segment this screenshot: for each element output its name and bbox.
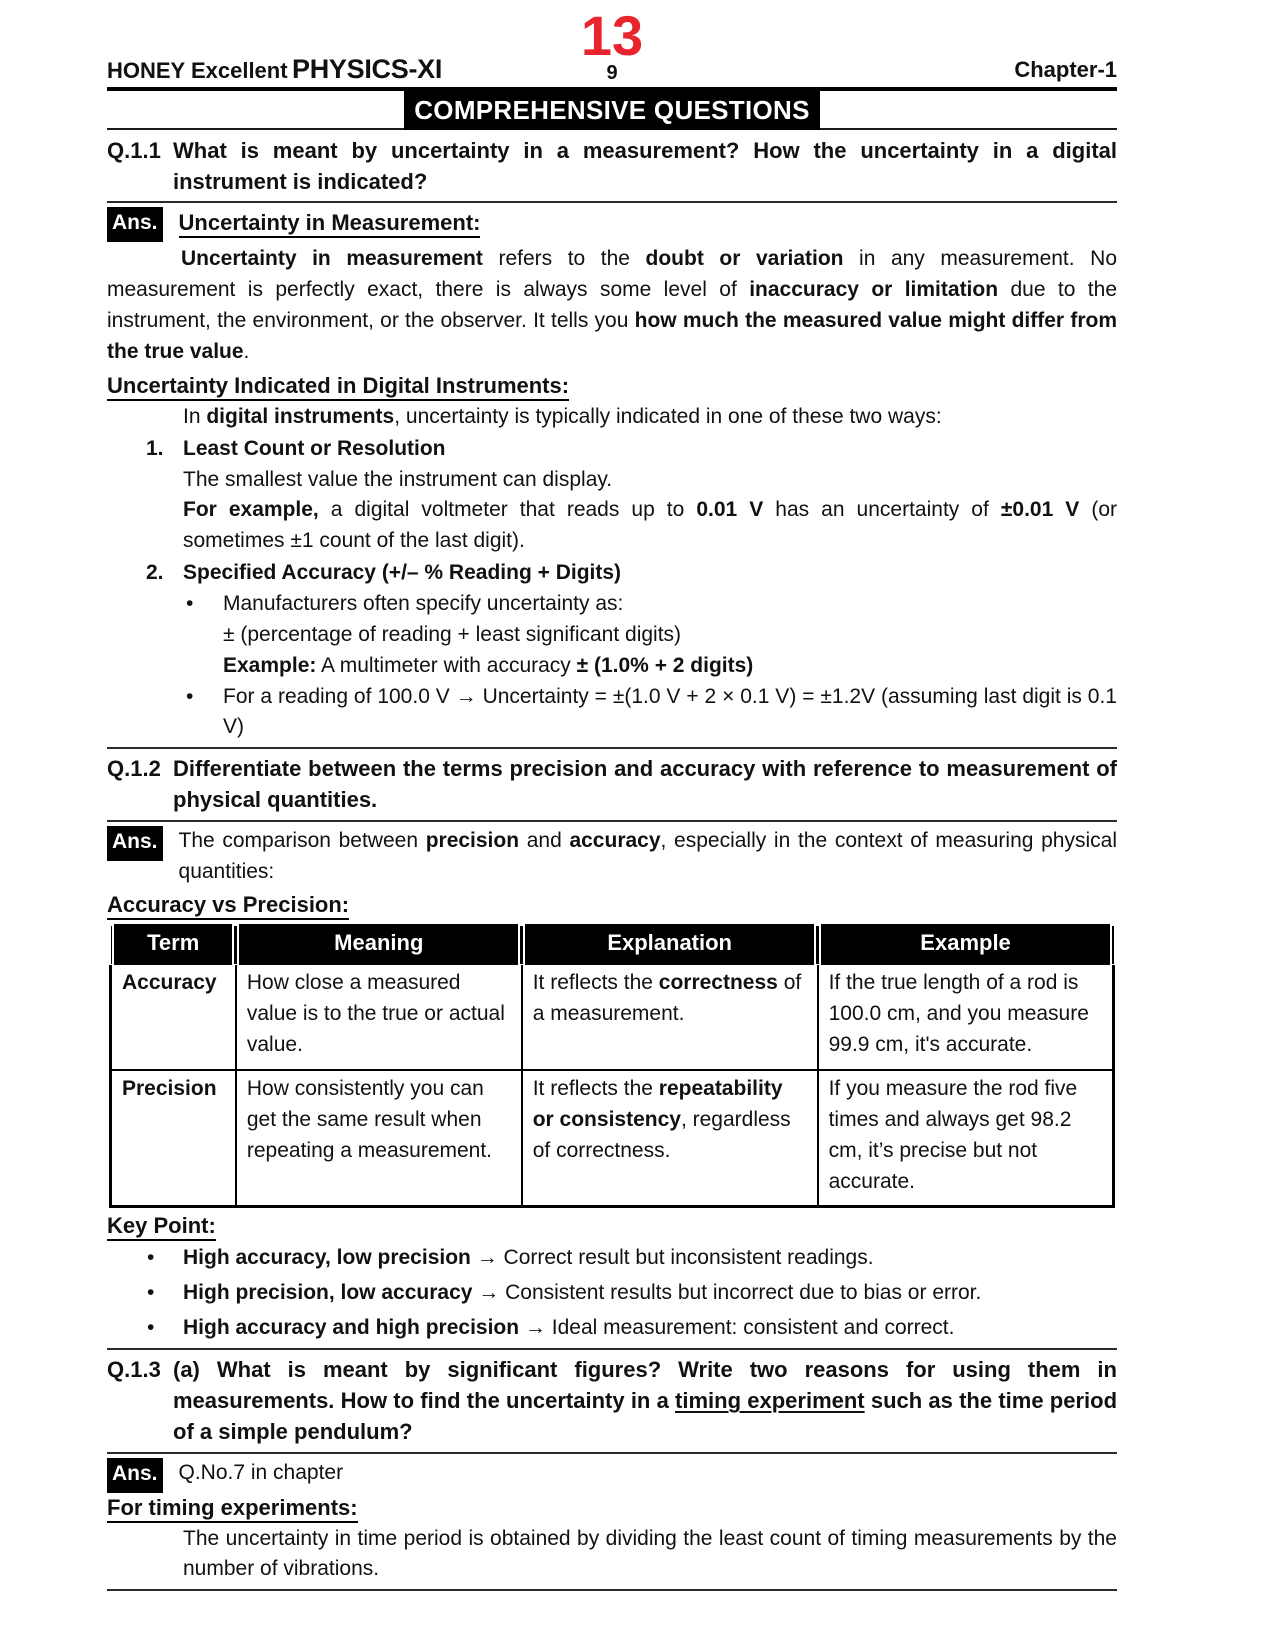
- question-text: Differentiate between the terms precision and accuracy with reference to measurement of physical quantities.: [173, 756, 1117, 813]
- bullet-line: Manufacturers often specify uncertainty as:: [223, 591, 624, 615]
- separator-line: [107, 201, 1117, 203]
- banner-row: [107, 91, 1117, 131]
- question-label: Q.1.3: [107, 1357, 161, 1383]
- bullet-text: High accuracy, low precision → Correct result but inconsistent readings.: [183, 1246, 874, 1270]
- cell-meaning: How close a measured value is to the true or actual value.: [236, 964, 522, 1070]
- table-row: [111, 964, 1114, 1070]
- column-header-explanation: Explanation: [522, 926, 818, 964]
- answer-1-3-row: [107, 1458, 1117, 1493]
- bullet-line: Example: A multimeter with accuracy ± (1.0% + 2 digits): [223, 653, 754, 677]
- bullet-icon: [147, 1243, 183, 1274]
- question-label: Q.1.1: [107, 138, 161, 164]
- separator-line: [107, 1452, 1117, 1454]
- separator-line: [107, 1348, 1117, 1350]
- bullet-item: [183, 589, 1117, 682]
- paragraph-uncertainty: Uncertainty in measurement refers to the doubt or variation in any measurement. No measurement is perfectly exact, there is always some level of inaccuracy or limitation due to the instrument, the environment, or the observer. It tells you how much the measured value might differ from the true value.: [107, 247, 1117, 363]
- answer-1-1-heading-row: [107, 207, 1117, 242]
- bullet-text: [223, 589, 1117, 682]
- question-1-3: [107, 1354, 1117, 1448]
- cell-explanation: It reflects the repeatability or consistency, regardless of correctness.: [522, 1070, 818, 1207]
- cell-example: If the true length of a rod is 100.0 cm, and you measure 99.9 cm, it's accurate.: [818, 964, 1114, 1070]
- question-1-2: [107, 753, 1117, 815]
- question-1-1: [107, 135, 1117, 197]
- question-text: (a) What is meant by significant figures? Write two reasons for using them in measurements. How to find the uncertainty in a timing experiment such as the time period of a simple pendulum?: [173, 1357, 1118, 1445]
- accuracy-precision-table: [107, 924, 1117, 1208]
- page-number-red: 13: [580, 4, 644, 67]
- question-text: What is meant by uncertainty in a measurement? How the uncertainty in a digital instrument is indicated?: [173, 138, 1117, 195]
- cell-explanation: It reflects the correctness of a measurement.: [522, 964, 818, 1070]
- answer-badge: Ans.: [107, 207, 163, 242]
- heading-accuracy-vs-precision: Accuracy vs Precision:: [107, 892, 1117, 918]
- heading-uncertainty-measurement: Uncertainty in Measurement:: [179, 207, 481, 239]
- list-item-body: [183, 558, 1117, 743]
- cell-example: If you measure the rod five times and always get 98.2 cm, it’s precise but not accurate.: [818, 1070, 1114, 1207]
- paragraph-timing: The uncertainty in time period is obtained by dividing the least count of timing measurements by the number of vibrations.: [183, 1526, 1117, 1581]
- bullet-line: ± (percentage of reading + least significant digits): [223, 622, 682, 646]
- brand-text: HONEY Excellent: [107, 57, 288, 83]
- list-item-title: Least Count or Resolution: [183, 436, 446, 460]
- chapter-label: Chapter-1: [1014, 56, 1118, 82]
- header-center: [580, 4, 644, 85]
- answer-intro: The comparison between precision and accuracy, especially in the context of measuring physical quantities:: [178, 828, 1117, 883]
- bullet-item: [183, 682, 1117, 744]
- list-item-title: Specified Accuracy (+/– % Reading + Digits): [183, 561, 622, 585]
- subject-title: PHYSICS-XI: [292, 53, 443, 84]
- bullet-icon: [147, 1278, 183, 1309]
- answer-badge: Ans.: [107, 1458, 163, 1493]
- answer-reference: Q.No.7 in chapter: [178, 1460, 344, 1484]
- section-banner: COMPREHENSIVE QUESTIONS: [404, 91, 820, 131]
- separator-line: [107, 747, 1117, 749]
- heading-timing-experiments: For timing experiments:: [107, 1495, 1117, 1521]
- bullet-text: High accuracy and high precision → Ideal measurement: consistent and correct.: [183, 1316, 955, 1340]
- keypoint-bullet: [107, 1313, 1117, 1344]
- bullet-text: For a reading of 100.0 V → Uncertainty = ±(1.0 V + 2 × 0.1 V) = ±1.2V (assuming last digit is 0.1 V): [223, 684, 1117, 739]
- heading-digital-instruments: Uncertainty Indicated in Digital Instruments:: [107, 373, 1117, 399]
- page-header: [107, 4, 1118, 85]
- bullet-icon: [183, 682, 223, 744]
- list-item-2: [107, 558, 1117, 743]
- list-item-body: [183, 434, 1117, 557]
- table-row: [111, 1070, 1114, 1207]
- cell-meaning: How consistently you can get the same result when repeating a measurement.: [236, 1070, 522, 1207]
- table-header: [111, 926, 1114, 964]
- header-left: [107, 54, 581, 85]
- list-item-line: The smallest value the instrument can display.: [183, 467, 613, 491]
- cell-term: Precision: [111, 1070, 236, 1207]
- list-item-line: For example, a digital voltmeter that reads up to 0.01 V has an uncertainty of ±0.01 V (or sometimes ±1 count of the last digit).: [183, 498, 1117, 553]
- bullet-icon: [183, 589, 223, 682]
- list-number: 1.: [146, 436, 164, 460]
- list-item-1: [107, 434, 1117, 557]
- bullet-text: High precision, low accuracy → Consistent results but incorrect due to bias or error.: [183, 1281, 982, 1305]
- column-header-example: Example: [818, 926, 1114, 964]
- separator-line: [107, 820, 1117, 822]
- column-header-meaning: Meaning: [236, 926, 522, 964]
- question-label: Q.1.2: [107, 756, 161, 782]
- heading-key-point: Key Point:: [107, 1213, 1117, 1239]
- answer-badge: Ans.: [107, 826, 163, 861]
- keypoint-bullet: [107, 1243, 1117, 1274]
- column-header-term: Term: [111, 926, 236, 964]
- answer-1-2-row: [107, 826, 1117, 888]
- cell-term: Accuracy: [111, 964, 236, 1070]
- bottom-rule: [107, 1589, 1117, 1591]
- paragraph-digital-intro: In digital instruments, uncertainty is typically indicated in one of these two ways:: [183, 404, 942, 428]
- keypoint-bullet: [107, 1278, 1117, 1309]
- bullet-icon: [147, 1313, 183, 1344]
- page-number: 9: [606, 61, 618, 84]
- list-number: 2.: [146, 561, 164, 585]
